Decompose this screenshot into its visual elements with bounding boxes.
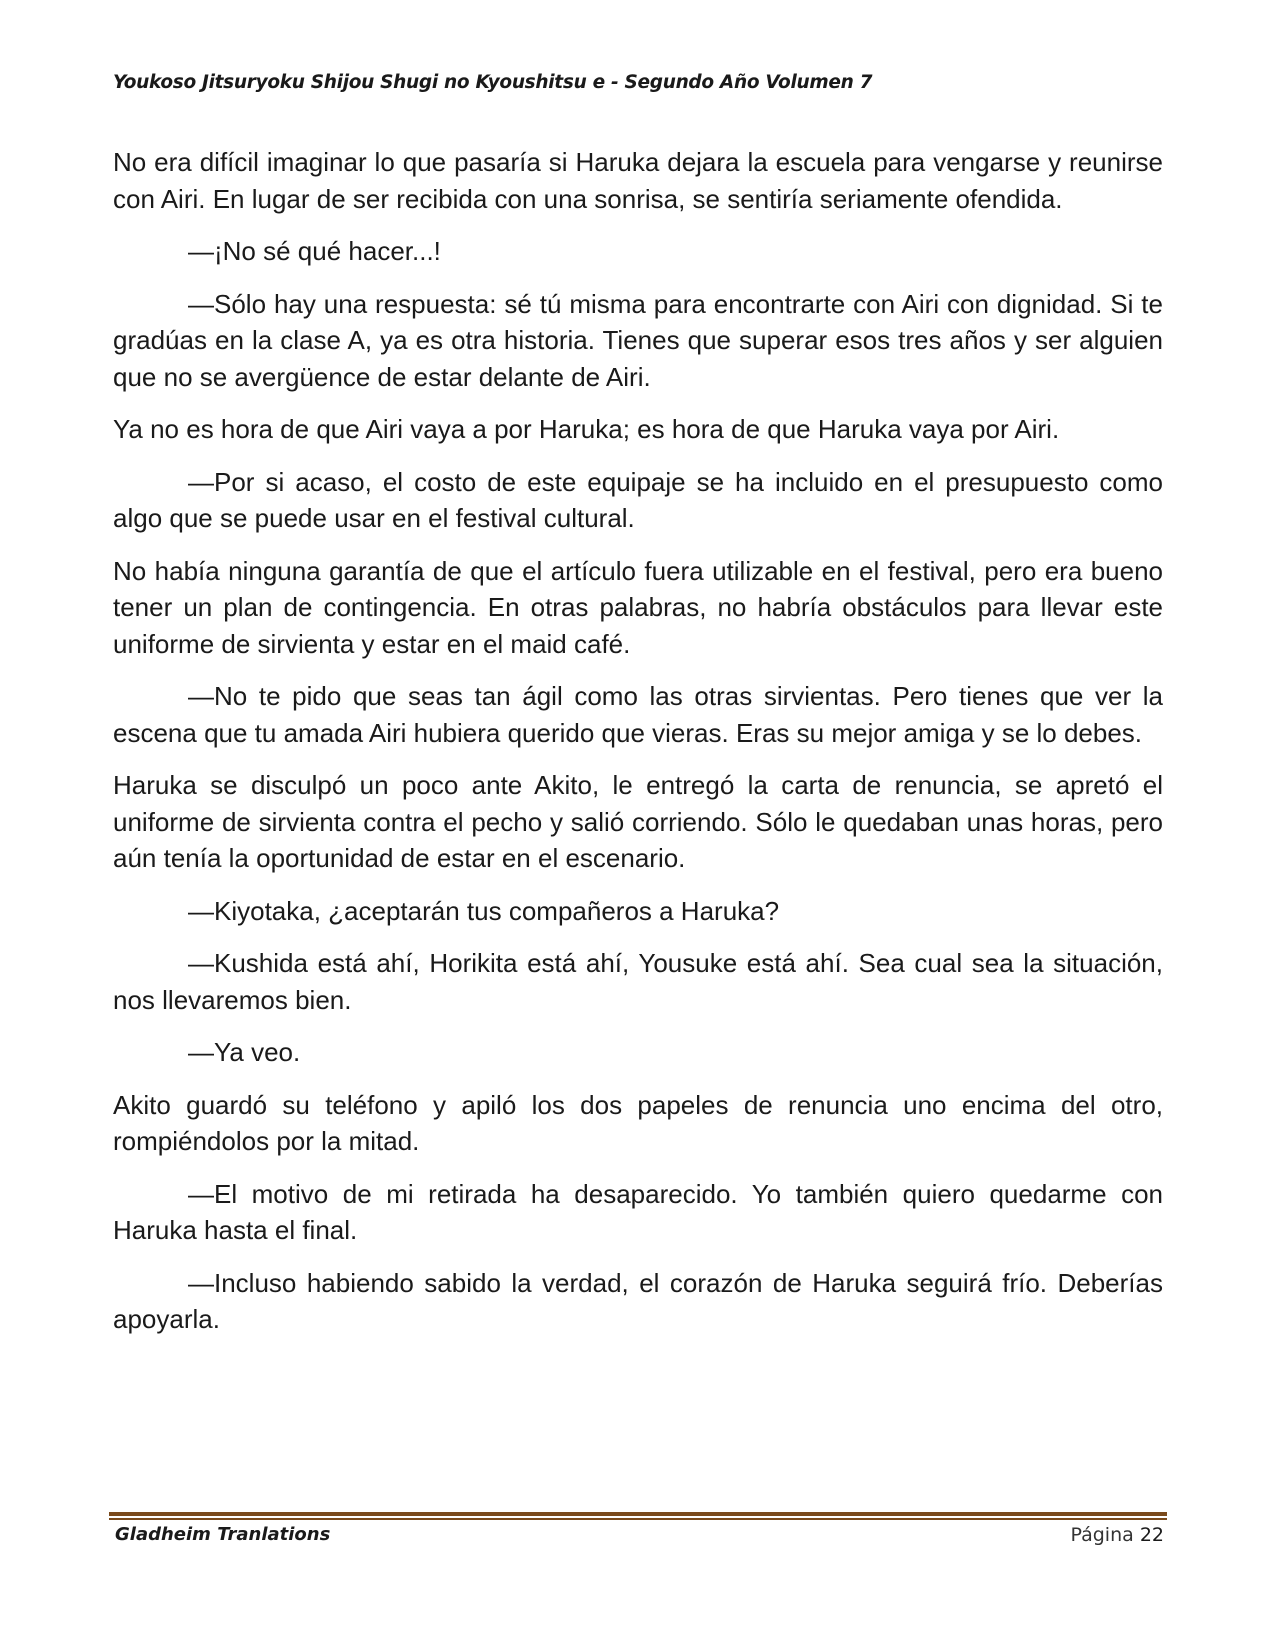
paragraph: Ya no es hora de que Airi vaya a por Haruka; es hora de que Haruka vaya por Airi. bbox=[113, 414, 1060, 444]
dialogue-paragraph: —Sólo hay una respuesta: sé tú misma para encontrarte con Airi con dignidad. Si te gradúas en la clase A, ya es otra historia. Tienes que superar esos tres años y ser alguien que no se avergüence de estar delante de Airi. bbox=[113, 288, 1163, 392]
dialogue-paragraph: —Kiyotaka, ¿aceptarán tus compañeros a Haruka? bbox=[188, 895, 780, 926]
footer-divider bbox=[109, 1512, 1167, 1522]
footer-credit: Gladheim Tranlations bbox=[115, 1524, 331, 1545]
paragraph: No había ninguna garantía de que el artículo fuera utilizable en el festival, pero era bueno tener un plan de contingencia. En otras palabras, no habría obstáculos para llevar este uniforme de sirvienta y estar en el maid café. bbox=[113, 555, 1163, 659]
footer-divider-thin bbox=[109, 1518, 1167, 1520]
paragraph: Akito guardó su teléfono y apiló los dos papeles de renuncia uno encima del otro, rompiéndolos por la mitad. bbox=[113, 1089, 1163, 1156]
page-label: Página bbox=[1070, 1524, 1134, 1546]
paragraph: Haruka se disculpó un poco ante Akito, le entregó la carta de renuncia, se apretó el uniforme de sirvienta contra el pecho y salió corriendo. Sólo le quedaban unas horas, pero aún tenía la oportunidad de estar en el escenario. bbox=[113, 770, 1163, 873]
paragraph: No era difícil imaginar lo que pasaría si Haruka dejara la escuela para vengarse y reunirse con Airi. En lugar de ser recibida con una sonrisa, se sentiría seriamente ofendida. bbox=[113, 147, 1163, 214]
dialogue-paragraph: —Ya veo. bbox=[188, 1037, 301, 1067]
dialogue-paragraph: —El motivo de mi retirada ha desaparecido. Yo también quiero quedarme con Haruka hasta el final. bbox=[113, 1178, 1163, 1245]
page-number-label bbox=[1070, 1524, 1164, 1546]
page-number: 22 bbox=[1139, 1524, 1164, 1546]
body-text bbox=[113, 144, 1163, 1354]
footer-divider-thick bbox=[109, 1512, 1167, 1516]
dialogue-paragraph: —¡No sé qué hacer...! bbox=[188, 236, 441, 266]
dialogue-paragraph: —Incluso habiendo sabido la verdad, el corazón de Haruka seguirá frío. Deberías apoyarla. bbox=[113, 1267, 1163, 1334]
page-header-title: Youkoso Jitsuryoku Shijou Shugi no Kyoushitsu e - Segundo Año Volumen 7 bbox=[113, 72, 873, 93]
dialogue-paragraph: —Kushida está ahí, Horikita está ahí, Yousuke está ahí. Sea cual sea la situación, nos llevaremos bien. bbox=[113, 948, 1163, 1015]
dialogue-paragraph: —Por si acaso, el costo de este equipaje se ha incluido en el presupuesto como algo que se puede usar en el festival cultural. bbox=[113, 466, 1163, 533]
dialogue-paragraph: —No te pido que seas tan ágil como las otras sirvientas. Pero tienes que ver la escena que tu amada Airi hubiera querido que vieras. Eras su mejor amiga y se lo debes. bbox=[113, 681, 1163, 748]
